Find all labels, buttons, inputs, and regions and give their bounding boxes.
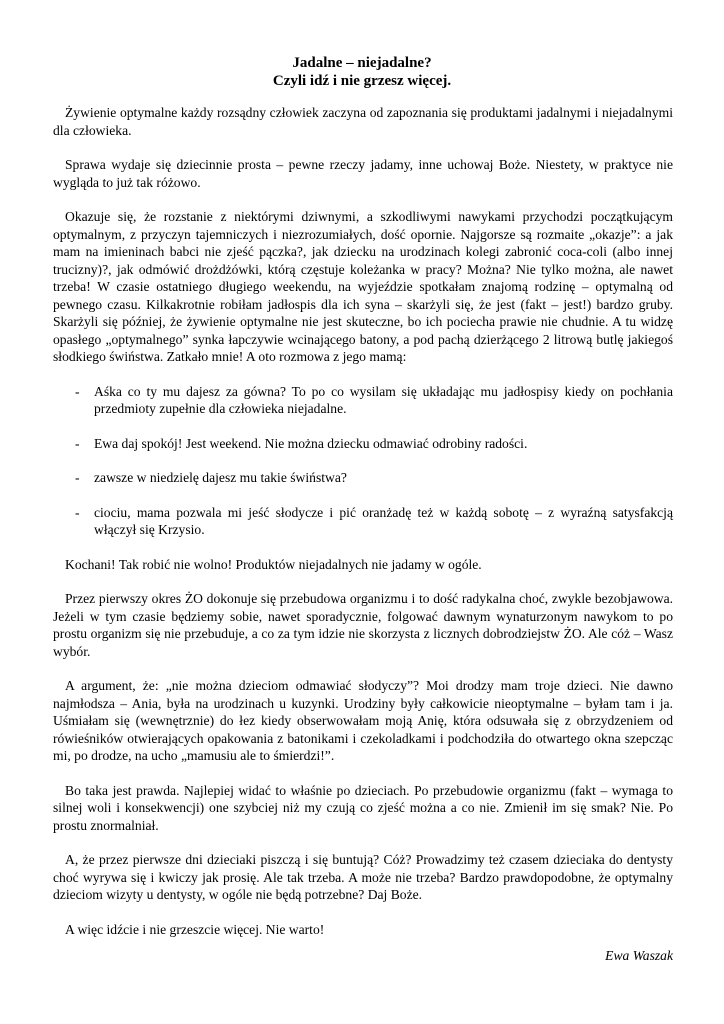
dialog-item — [53, 504, 673, 539]
dialog-item — [53, 469, 673, 487]
paragraph: Kochani! Tak robić nie wolno! Produktów niejadalnych nie jadamy w ogóle. — [65, 556, 482, 572]
dialog-dash: - — [75, 435, 80, 451]
dialog-text: ciociu, mama pozwala mi jeść słodycze i pić oranżadę też w każdą sobotę – z wyraźną satysfakcją włączył się Krzysio. — [94, 504, 673, 537]
dialog-dash: - — [75, 504, 80, 520]
paragraph: Sprawa wydaje się dziecinnie prosta – pewne rzeczy jadamy, inne uchowaj Boże. Niestety, w praktyce nie wygląda to już tak różowo. — [53, 157, 673, 190]
dialog-item — [53, 435, 673, 453]
paragraph: A argument, że: „nie można dzieciom odmawiać słodyczy”? Moi drodzy mam troje dzieci. Nie dawno najmłodsza – Ania, była na urodzinach u kuzynki. Urodziny były całkowicie nieoptymalne – byłam tam i ja. Uśmiałam się (wewnętrznie) do łez kiedy obserwowałam moją Anię, która odsuwała się z obrzydzeniem od rówieśników otwierających opakowania z batonikami i czekoladkami i podchodziła do otwartego okna szepcząc mi, po drodze, na ucho „mamusiu ale to śmierdzi!”. — [53, 678, 673, 763]
paragraph: Żywienie optymalne każdy rozsądny człowiek zaczyna od zapoznania się produktami jadalnymi i niejadalnymi dla człowieka. — [53, 105, 673, 138]
dialog-list — [53, 383, 673, 539]
dialog-dash: - — [75, 470, 80, 485]
dialog-text: Ewa daj spokój! Jest weekend. Nie można dziecku odmawiać odrobiny radości. — [94, 435, 528, 451]
paragraph: Przez pierwszy okres ŻO dokonuje się przebudowa organizmu i to dość radykalna choć, zwykle bezobjawowa. Jeżeli w tym czasie będziemy sobie, nawet sporadycznie, folgować dawnym wynaturzonym nawykom to po prostu organizm się nie przebuduje, a co za tym idzie nie skorzysta z licznych dobrodziejstw ŻO. Ale cóż – Wasz wybór. — [53, 591, 673, 659]
dialog-text: Aśka co ty mu dajesz za gówna? To po co wysilam się układając mu jadłospisy kiedy on pochłania przedmioty zupełnie dla człowieka niejadalne. — [94, 383, 673, 416]
title-line-2: Czyli idź i nie grzesz więcej. — [272, 73, 452, 89]
paragraph: Okazuje się, że rozstanie z niektórymi dziwnymi, a szkodliwymi nawykami przychodzi początkującym optymalnym, z przyczyn tajemniczych i niezrozumiałych, dość opornie. Najgorsze są rozmaite „okazje”: a jak mam na imieninach babci nie zjeść pączka?, jak dziecku na urodzinach kolegi zabronić coca-coli (albo innej trucizny)?, jak odmówić drożdżówki, którą częstuje koleżanka w pracy? Można? Nie tylko można, ale nawet trzeba! W czasie ostatniego długiego weekendu, na wyjeździe spotkałam znajomą rodzinę – optymalną od pewnego czasu. Kilkakrotnie robiłam jadłospis dla ich syna – skarżyli się, że jest (fakt – jest!) bardzo gruby. Skarżyli się później, że żywienie optymalne nie jest skuteczne, bo ich pociecha prawie nie chudnie. A tu widzę opasłego „optymalnego” synka łapczywie wcinającego batony, a pod pachą dzierżącego 2 litrową butlę jakiegoś słodkiego świństwa. Zatkało mnie! A oto rozmowa z jego mamą: — [53, 209, 673, 364]
paragraph: Bo taka jest prawda. Najlepiej widać to właśnie po dzieciach. Po przebudowie organizmu (fakt – wymaga to silnej woli i konsekwencji) one szybciej niż my czują co zjeść można a co nie. Zmienił im się smak? Nie. Po prostu znormalniał. — [53, 782, 673, 833]
document-body — [53, 104, 673, 955]
dialog-text: zawsze w niedzielę dajesz mu takie świństwa? — [94, 470, 347, 485]
paragraph: A, że przez pierwsze dni dzieciaki piszczą i się buntują? Cóż? Prowadzimy też czasem dzieciaka do dentysty choć wyrywa się i kwiczy jak prosię. Ale tak trzeba. A może nie trzeba? Bardzo prawdopodobne, że optymalny dzieciom wizyty u dentysty, w ogóle nie będą potrzebne? Daj Boże. — [53, 852, 673, 902]
dialog-item — [53, 383, 673, 418]
document-title — [0, 54, 724, 90]
paragraph: A więc idźcie i nie grzeszcie więcej. Nie warto! — [65, 921, 325, 937]
title-line-1: Jadalne – niejadalne? — [292, 55, 432, 71]
dialog-dash: - — [75, 383, 80, 399]
author-signature: Ewa Waszak — [605, 948, 673, 963]
